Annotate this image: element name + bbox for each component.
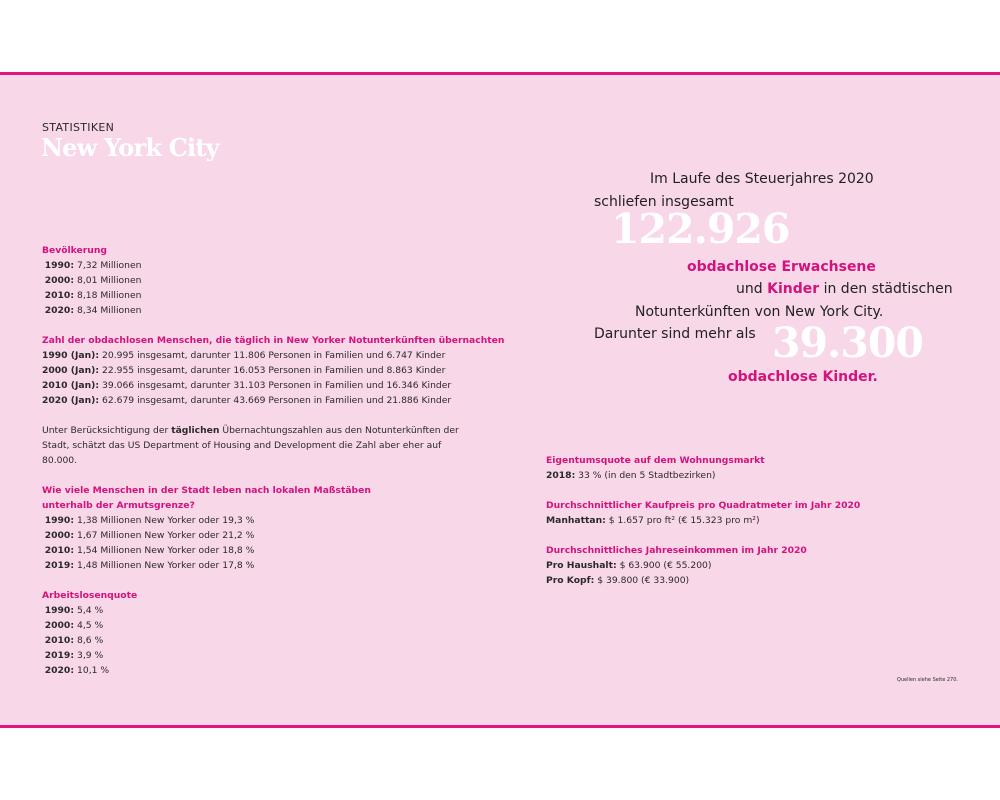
row-value: 1,67 Millionen New Yorker oder 21,2 % xyxy=(77,530,255,541)
row-label: Pro Kopf: xyxy=(546,575,595,586)
price-section xyxy=(546,498,860,528)
income-row xyxy=(546,558,807,573)
population-row xyxy=(42,273,141,288)
highlight-line-7: obdachlose Kinder. xyxy=(728,369,878,385)
row-label: 1990 (Jan): xyxy=(42,350,100,361)
row-value: 1,48 Millionen New Yorker oder 17,8 % xyxy=(77,560,255,571)
row-value: 33 % (in den 5 Stadtbezirken) xyxy=(578,470,716,481)
highlight-line-6: Darunter sind mehr als xyxy=(594,326,756,342)
row-value: 4,5 % xyxy=(77,620,104,631)
highlight-text: und xyxy=(736,281,768,297)
row-value: 3,9 % xyxy=(77,650,104,661)
section-kicker: STATISTIKEN xyxy=(42,121,115,134)
row-label: 2020: xyxy=(44,665,74,676)
row-value: 1,54 Millionen New Yorker oder 18,8 % xyxy=(77,545,255,556)
unemployment-row xyxy=(42,663,137,678)
ownership-section xyxy=(546,453,765,483)
shelters-row xyxy=(42,378,504,393)
source-note: Quellen siehe Seite 270. xyxy=(896,677,958,683)
unemployment-row xyxy=(42,648,137,663)
row-value: 7,32 Millionen xyxy=(77,260,142,271)
population-row xyxy=(42,303,141,318)
row-label: 1990: xyxy=(44,605,74,616)
page-spread xyxy=(0,72,1000,728)
row-value: 20.995 insgesamt, darunter 11.806 Personen in Familien und 6.747 Kinder xyxy=(102,350,446,361)
shelters-row xyxy=(42,393,504,408)
row-label: 2010 (Jan): xyxy=(42,380,100,391)
poverty-row xyxy=(42,543,371,558)
row-value: 1,38 Millionen New Yorker oder 19,3 % xyxy=(77,515,255,526)
row-label: Manhattan: xyxy=(546,515,606,526)
row-value: $ 39.800 (€ 33.900) xyxy=(597,575,690,586)
highlight-line-1: Im Laufe des Steuerjahres 2020 xyxy=(650,171,874,187)
ownership-row xyxy=(546,468,765,483)
row-label: 2010: xyxy=(44,290,74,301)
poverty-heading-cont: unterhalb der Armutsgrenze? xyxy=(42,500,195,511)
row-label: 2000: xyxy=(44,620,74,631)
highlight-line-4 xyxy=(736,281,953,297)
unemployment-row xyxy=(42,618,137,633)
row-value: 8,34 Millionen xyxy=(77,305,142,316)
row-value: 5,4 % xyxy=(77,605,104,616)
poverty-row xyxy=(42,513,371,528)
population-heading: Bevölkerung xyxy=(42,245,107,256)
row-label: 1990: xyxy=(44,260,74,271)
estimate-note xyxy=(42,423,462,468)
row-value: 8,6 % xyxy=(77,635,104,646)
highlight-line-3: obdachlose Erwachsene xyxy=(687,259,876,275)
row-label: 2000 (Jan): xyxy=(42,365,100,376)
note-text: Unter Berücksichtigung der xyxy=(42,425,172,436)
unemployment-heading: Arbeitslosenquote xyxy=(42,590,138,601)
income-row xyxy=(546,573,807,588)
note-text: Übernachtungszahlen aus den Notunterkünften der Stadt, schätzt das US Department of Housing and Development die Zahl aber eher auf 80.000. xyxy=(42,425,459,466)
population-section xyxy=(42,243,141,318)
ownership-heading: Eigentumsquote auf dem Wohnungsmarkt xyxy=(546,455,765,466)
row-label: 2019: xyxy=(44,650,74,661)
row-value: $ 1.657 pro ft² (€ 15.323 pro m²) xyxy=(608,515,760,526)
highlight-emphasis: Kinder xyxy=(767,281,820,297)
unemployment-section xyxy=(42,588,137,678)
row-value: 10,1 % xyxy=(77,665,110,676)
highlight-text: in den städtischen xyxy=(819,281,953,297)
row-value: 62.679 insgesamt, darunter 43.669 Personen in Familien und 21.886 Kinder xyxy=(102,395,452,406)
row-label: 2020: xyxy=(44,305,74,316)
income-heading: Durchschnittliches Jahreseinkommen im Jahr 2020 xyxy=(546,545,807,556)
shelters-row xyxy=(42,348,504,363)
highlight-number-children: 39.300 xyxy=(772,319,923,367)
highlight-number-adults: 122.926 xyxy=(611,205,790,253)
population-row xyxy=(42,288,141,303)
poverty-row xyxy=(42,528,371,543)
row-value: $ 63.900 (€ 55.200) xyxy=(619,560,712,571)
row-label: 2020 (Jan): xyxy=(42,395,100,406)
shelters-heading: Zahl der obdachlosen Menschen, die täglich in New Yorker Notunterkünften übernachten xyxy=(42,335,505,346)
row-value: 8,18 Millionen xyxy=(77,290,142,301)
row-value: 22.955 insgesamt, darunter 16.053 Personen in Familien und 8.863 Kinder xyxy=(102,365,446,376)
population-row xyxy=(42,258,141,273)
row-label: 2010: xyxy=(44,635,74,646)
shelters-section xyxy=(42,333,504,408)
highlight-line-2: schliefen insgesamt xyxy=(594,194,734,210)
price-heading: Durchschnittlicher Kaufpreis pro Quadratmeter im Jahr 2020 xyxy=(546,500,861,511)
row-label: 2010: xyxy=(44,545,74,556)
poverty-row xyxy=(42,558,371,573)
row-label: 2018: xyxy=(546,470,576,481)
row-label: Pro Haushalt: xyxy=(546,560,617,571)
row-label: 2000: xyxy=(44,275,74,286)
highlight-line-5: Notunterkünften von New York City. xyxy=(635,304,884,320)
row-value: 8,01 Millionen xyxy=(77,275,142,286)
unemployment-row xyxy=(42,603,137,618)
unemployment-row xyxy=(42,633,137,648)
row-label: 2000: xyxy=(44,530,74,541)
income-section xyxy=(546,543,807,588)
shelters-row xyxy=(42,363,504,378)
page-title: New York City xyxy=(41,133,219,162)
poverty-heading: Wie viele Menschen in der Stadt leben nach lokalen Maßstäben xyxy=(42,485,371,496)
row-label: 2019: xyxy=(44,560,74,571)
price-row xyxy=(546,513,860,528)
row-value: 39.066 insgesamt, darunter 31.103 Personen in Familien und 16.346 Kinder xyxy=(102,380,452,391)
row-label: 1990: xyxy=(44,515,74,526)
poverty-section xyxy=(42,483,371,573)
note-emphasis: täglichen xyxy=(171,425,220,436)
